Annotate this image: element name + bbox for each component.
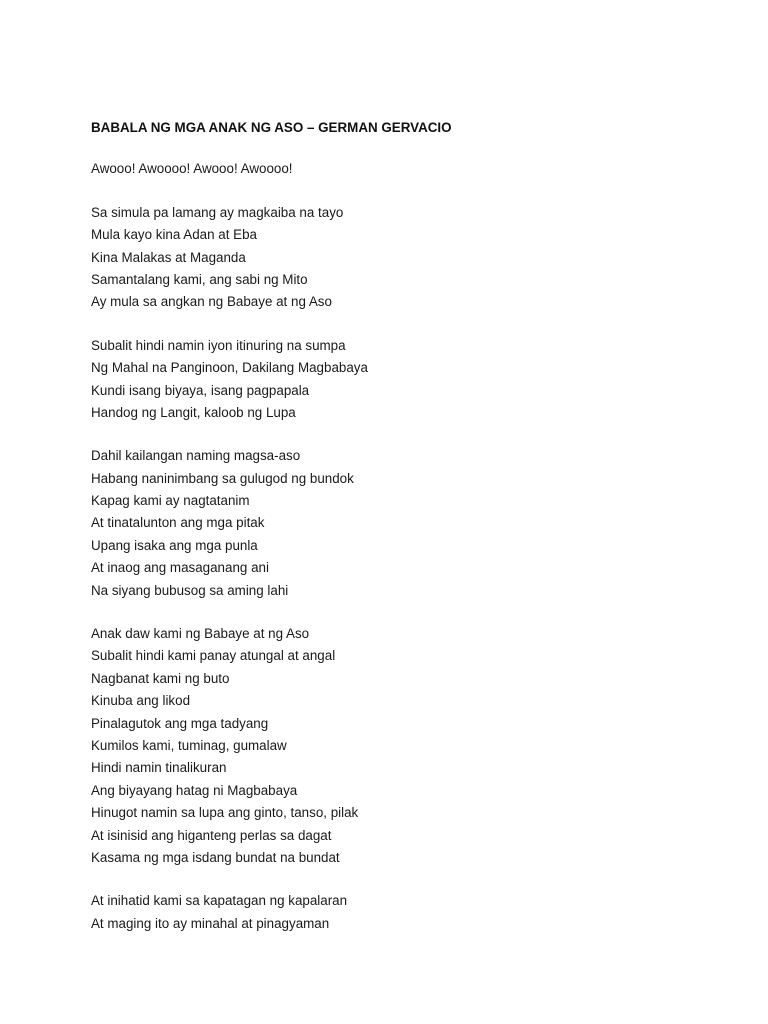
stanza-spacer <box>91 869 711 890</box>
poem-line: Handog ng Langit, kaloob ng Lupa <box>91 404 296 420</box>
poem-line: Upang isaka ang mga punla <box>91 537 258 553</box>
poem-line: Pinalagutok ang mga tadyang <box>91 715 269 731</box>
poem-line: Kina Malakas at Maganda <box>91 249 246 265</box>
poem-line: At tinatalunton ang mga pitak <box>91 515 265 531</box>
poem-line: Subalit hindi kami panay atungal at angal <box>91 648 336 664</box>
stanza-list <box>91 158 711 935</box>
poem-line: Ng Mahal na Panginoon, Dakilang Magbabaya <box>91 360 368 376</box>
poem-line: Na siyang bubusog sa aming lahi <box>91 582 289 598</box>
stanza <box>91 445 711 602</box>
poem-line: Mula kayo kina Adan at Eba <box>91 227 258 243</box>
poem-line: Kundi isang biyaya, isang pagpapala <box>91 382 310 398</box>
poem-line: Dahil kailangan naming magsa-aso <box>91 448 301 464</box>
poem-line: Hindi namin tinalikuran <box>91 760 227 776</box>
stanza <box>91 335 711 425</box>
stanza <box>91 623 711 869</box>
stanza-spacer <box>91 602 711 623</box>
stanza <box>91 890 711 935</box>
stanza <box>91 158 711 180</box>
poem-line: Hinugot namin sa lupa ang ginto, tanso, pilak <box>91 805 359 821</box>
poem-line: Anak daw kami ng Babaye at ng Aso <box>91 626 310 642</box>
poem-line: Kasama ng mga isdang bundat na bundat <box>91 849 340 865</box>
stanza-spacer <box>91 181 711 202</box>
poem-line: At inihatid kami sa kapatagan ng kapalaran <box>91 893 348 909</box>
poem-line: Kapag kami ay nagtatanim <box>91 493 250 509</box>
stanza-spacer <box>91 314 711 335</box>
poem-line: Nagbanat kami ng buto <box>91 670 230 686</box>
poem-line: Habang naninimbang sa gulugod ng bundok <box>91 470 354 486</box>
poem-line: Kinuba ang likod <box>91 693 191 709</box>
poem-line: At maging ito ay minahal at pinagyaman <box>91 915 330 931</box>
poem-line: Kumilos kami, tuminag, gumalaw <box>91 737 287 753</box>
document-title: BABALA NG MGA ANAK NG ASO – GERMAN GERVACIO <box>91 120 452 135</box>
poem-body <box>91 117 711 935</box>
poem-line: At isinisid ang higanteng perlas sa dagat <box>91 827 332 843</box>
poem-line: Subalit hindi namin iyon itinuring na sumpa <box>91 337 346 353</box>
stanza <box>91 202 711 314</box>
poem-line: Samantalang kami, ang sabi ng Mito <box>91 271 308 287</box>
poem-line: Awooo! Awoooo! Awooo! Awoooo! <box>91 161 293 177</box>
poem-line: At inaog ang masaganang ani <box>91 560 269 576</box>
poem-line: Ang biyayang hatag ni Magbabaya <box>91 782 298 798</box>
stanza-spacer <box>91 424 711 445</box>
poem-line: Sa simula pa lamang ay magkaiba na tayo <box>91 204 344 220</box>
poem-line: Ay mula sa angkan ng Babaye at ng Aso <box>91 294 332 310</box>
title-spacer <box>91 139 711 158</box>
